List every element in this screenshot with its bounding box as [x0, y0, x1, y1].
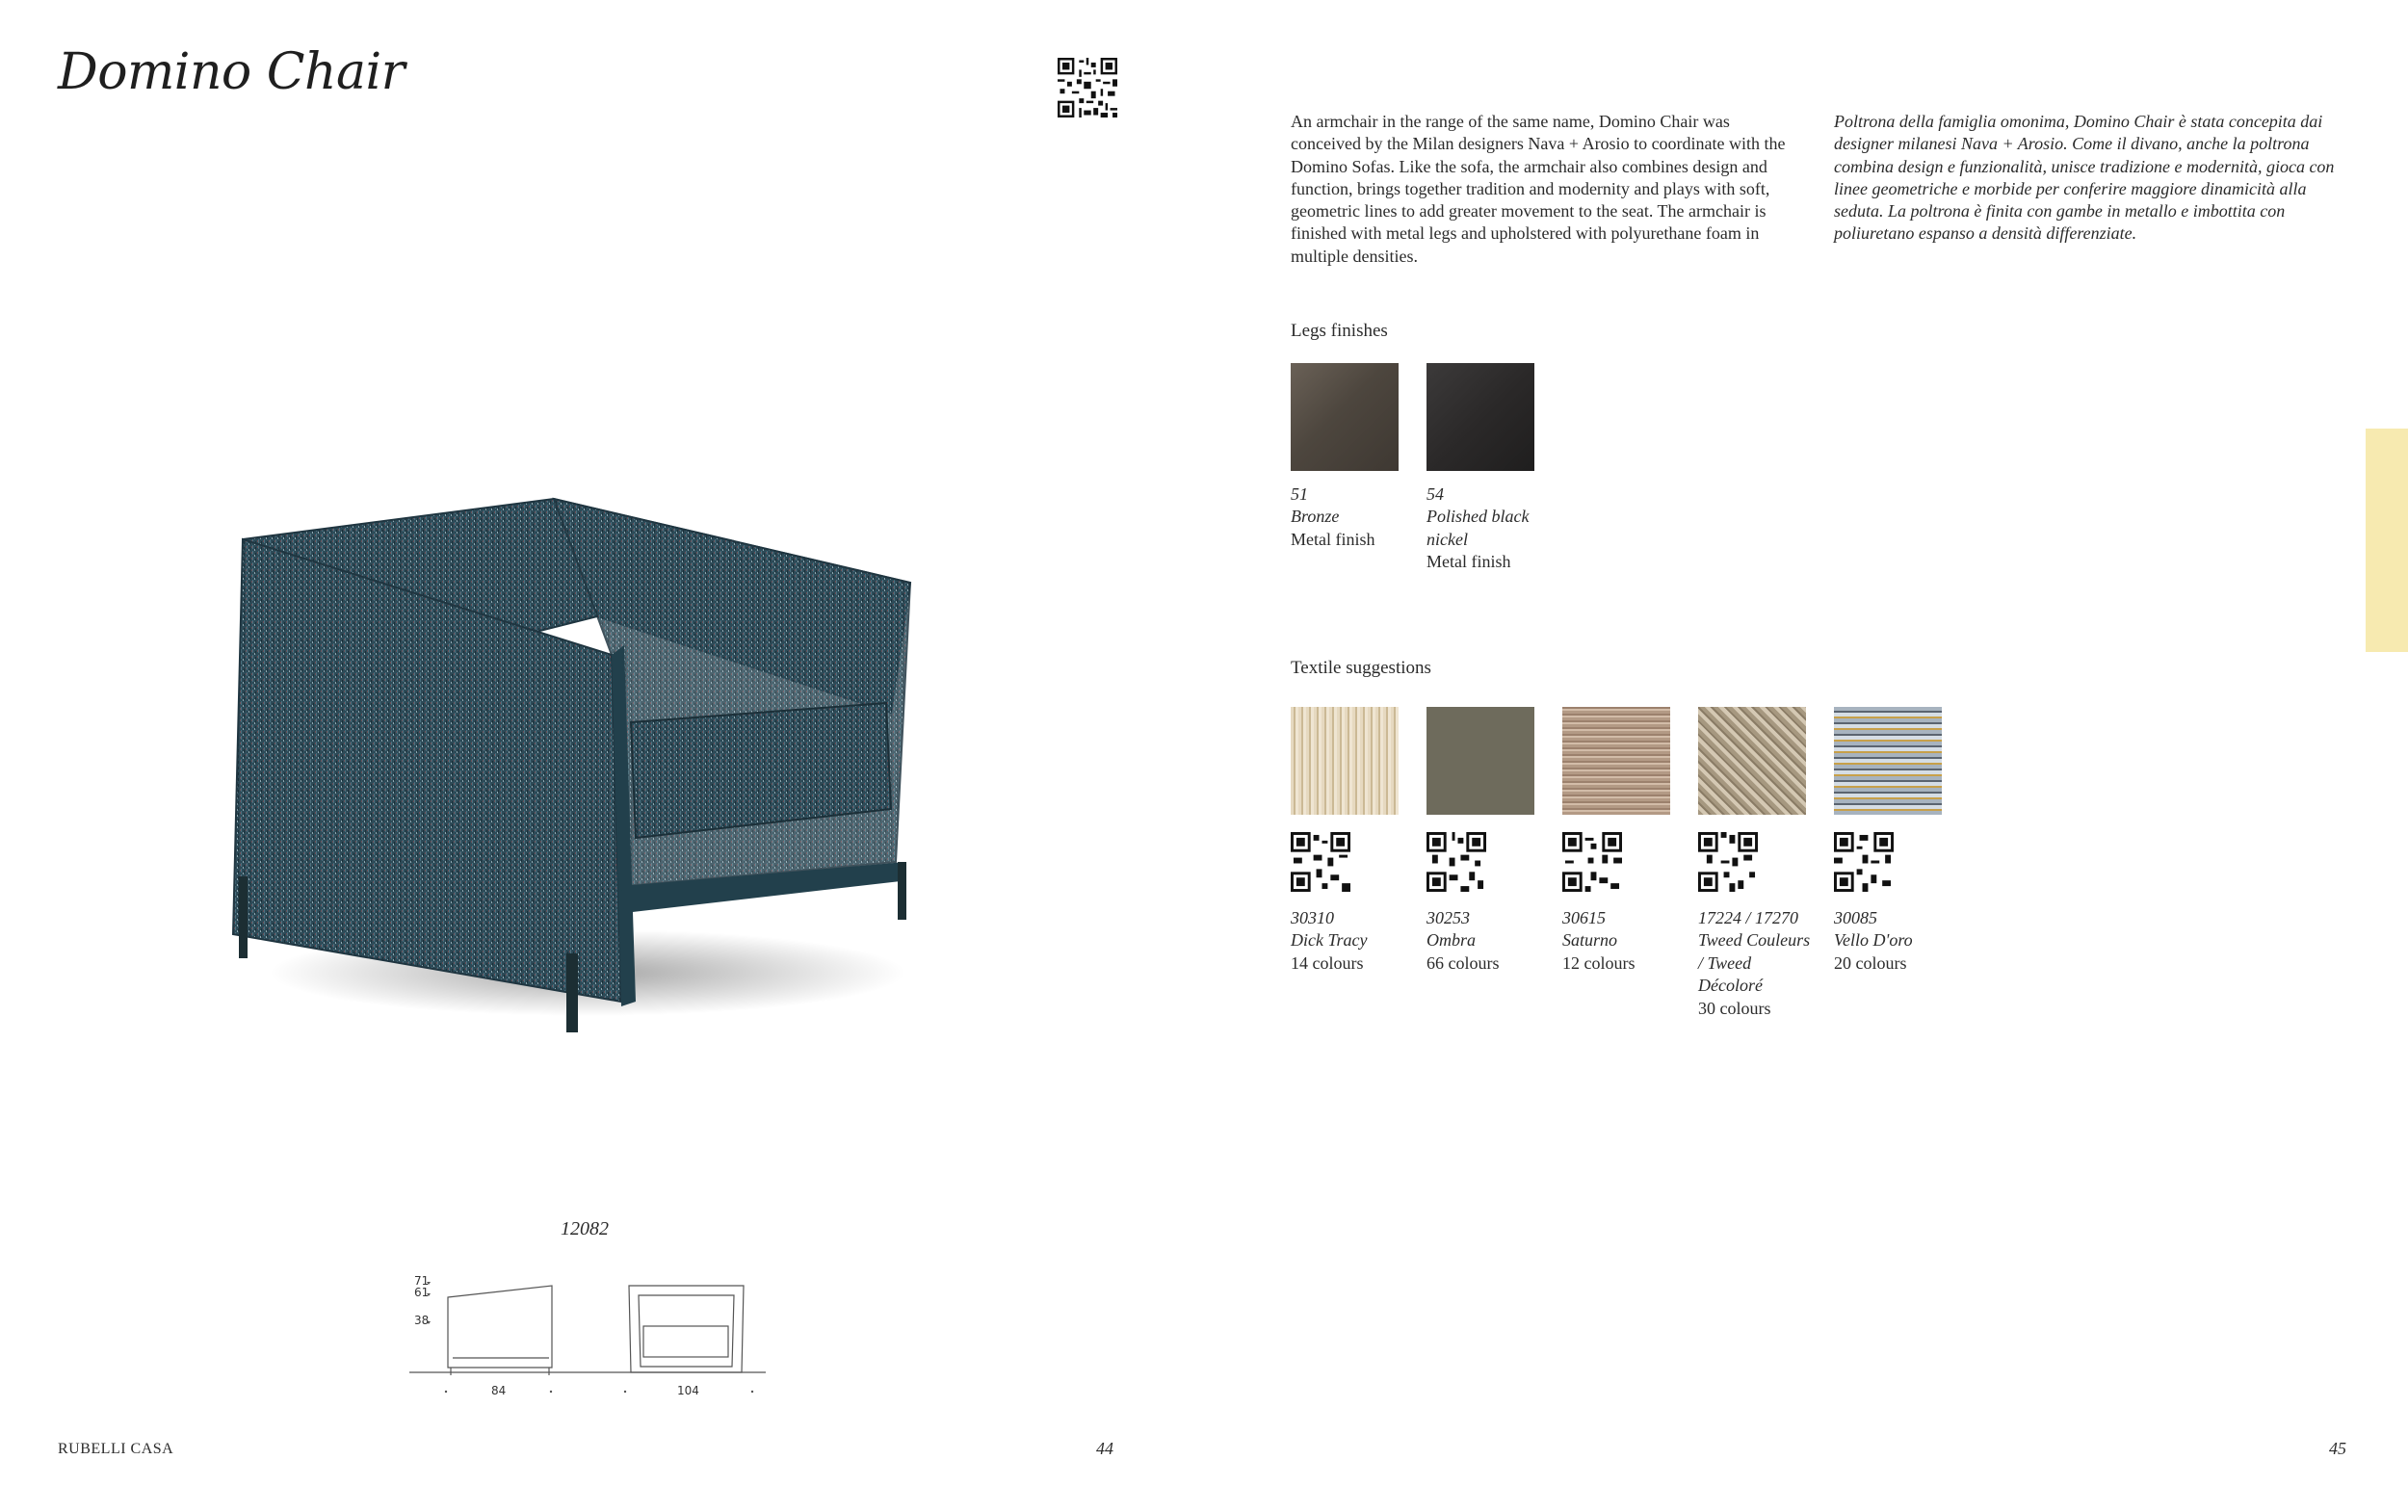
product-qr-code[interactable]: [1058, 58, 1117, 117]
tweed-swatch[interactable]: [1698, 707, 1806, 815]
textile-name: Saturno: [1562, 930, 1618, 951]
description-italian: Poltrona della famiglia omonima, Domino Chair è stata concepita dai designer milanesi Nava + Arosio. Come il divano, anche la poltrona combina design e funzionalità, unisce tradizione e modernità, gioca con linee geometriche e morbide per conferire maggiore dinamicità alla seduta. La poltrona è finita con gambe in metallo e imbottita con poliuretano espanso a densità differenziate.: [1834, 112, 2335, 244]
textile-code: 30085: [1834, 908, 1877, 927]
textile-name: Dick Tracy: [1291, 930, 1368, 951]
textile-qr-code[interactable]: [1562, 832, 1622, 892]
dick-tracy-swatch[interactable]: [1291, 707, 1399, 815]
page-number-right: 45: [2329, 1439, 2346, 1458]
textile-colours: 30 colours: [1698, 998, 1771, 1018]
textile-name: Tweed Couleurs / Tweed Décoloré: [1698, 930, 1811, 996]
dimension-height-61: 61: [414, 1286, 430, 1299]
textile-caption: [1426, 907, 1552, 975]
dimension-width: 104: [677, 1384, 699, 1397]
dimension-drawing: [405, 1266, 771, 1401]
textile-qr-code[interactable]: [1426, 832, 1486, 892]
textile-name: Ombra: [1426, 930, 1477, 951]
textile-suggestions-heading: Textile suggestions: [1291, 658, 1431, 678]
leg-finish-caption: [1426, 483, 1542, 574]
leg-finish-code: 54: [1426, 484, 1444, 504]
textile-qr-code[interactable]: [1698, 832, 1758, 892]
leg-finish-type: Metal finish: [1291, 529, 1375, 549]
bronze-swatch[interactable]: [1291, 363, 1399, 471]
textile-caption: [1562, 907, 1688, 975]
textile-code: 17224 / 17270: [1698, 908, 1799, 927]
textile-code: 30310: [1291, 908, 1334, 927]
saturno-swatch[interactable]: [1562, 707, 1670, 815]
textile-caption: [1698, 907, 1814, 1020]
textile-caption: [1834, 907, 1959, 975]
dimension-height-71: 71: [414, 1274, 430, 1288]
textile-colours: 12 colours: [1562, 952, 1636, 973]
textile-caption: [1291, 907, 1416, 975]
section-tab[interactable]: [2366, 429, 2408, 652]
product-code: 12082: [561, 1218, 609, 1239]
textile-colours: 66 colours: [1426, 952, 1500, 973]
page-number-left: 44: [1096, 1439, 1113, 1458]
polished-black-nickel-swatch[interactable]: [1426, 363, 1534, 471]
textile-code: 30615: [1562, 908, 1606, 927]
brand-name: RUBELLI CASA: [58, 1441, 174, 1457]
legs-finishes-heading: Legs finishes: [1291, 321, 1388, 341]
textile-colours: 20 colours: [1834, 952, 1907, 973]
description-english: An armchair in the range of the same name, Domino Chair was conceived by the Milan designers Nava + Arosio to coordinate with the Domino Sofas. Like the sofa, the armchair also combines design and function, brings together tradition and modernity and plays with soft, geometric lines to add greater movement to the seat. The armchair is finished with metal legs and upholstered with polyurethane foam in multiple densities.: [1291, 112, 1786, 266]
textile-colours: 14 colours: [1291, 952, 1364, 973]
page-title: Domino Chair: [58, 43, 406, 101]
ombra-swatch[interactable]: [1426, 707, 1534, 815]
textile-name: Vello D'oro: [1834, 930, 1913, 951]
armchair-image: [183, 482, 992, 1059]
leg-finish-name: Polished black nickel: [1426, 507, 1530, 549]
leg-finish-type: Metal finish: [1426, 552, 1511, 572]
dimension-height-38: 38: [414, 1314, 430, 1327]
vello-doro-swatch[interactable]: [1834, 707, 1942, 815]
leg-finish-name: Bronze: [1291, 507, 1340, 527]
leg-finish-code: 51: [1291, 484, 1308, 504]
leg-finish-caption: [1291, 483, 1416, 551]
textile-qr-code[interactable]: [1834, 832, 1894, 892]
textile-qr-code[interactable]: [1291, 832, 1350, 892]
dimension-depth: 84: [491, 1384, 507, 1397]
textile-code: 30253: [1426, 908, 1470, 927]
